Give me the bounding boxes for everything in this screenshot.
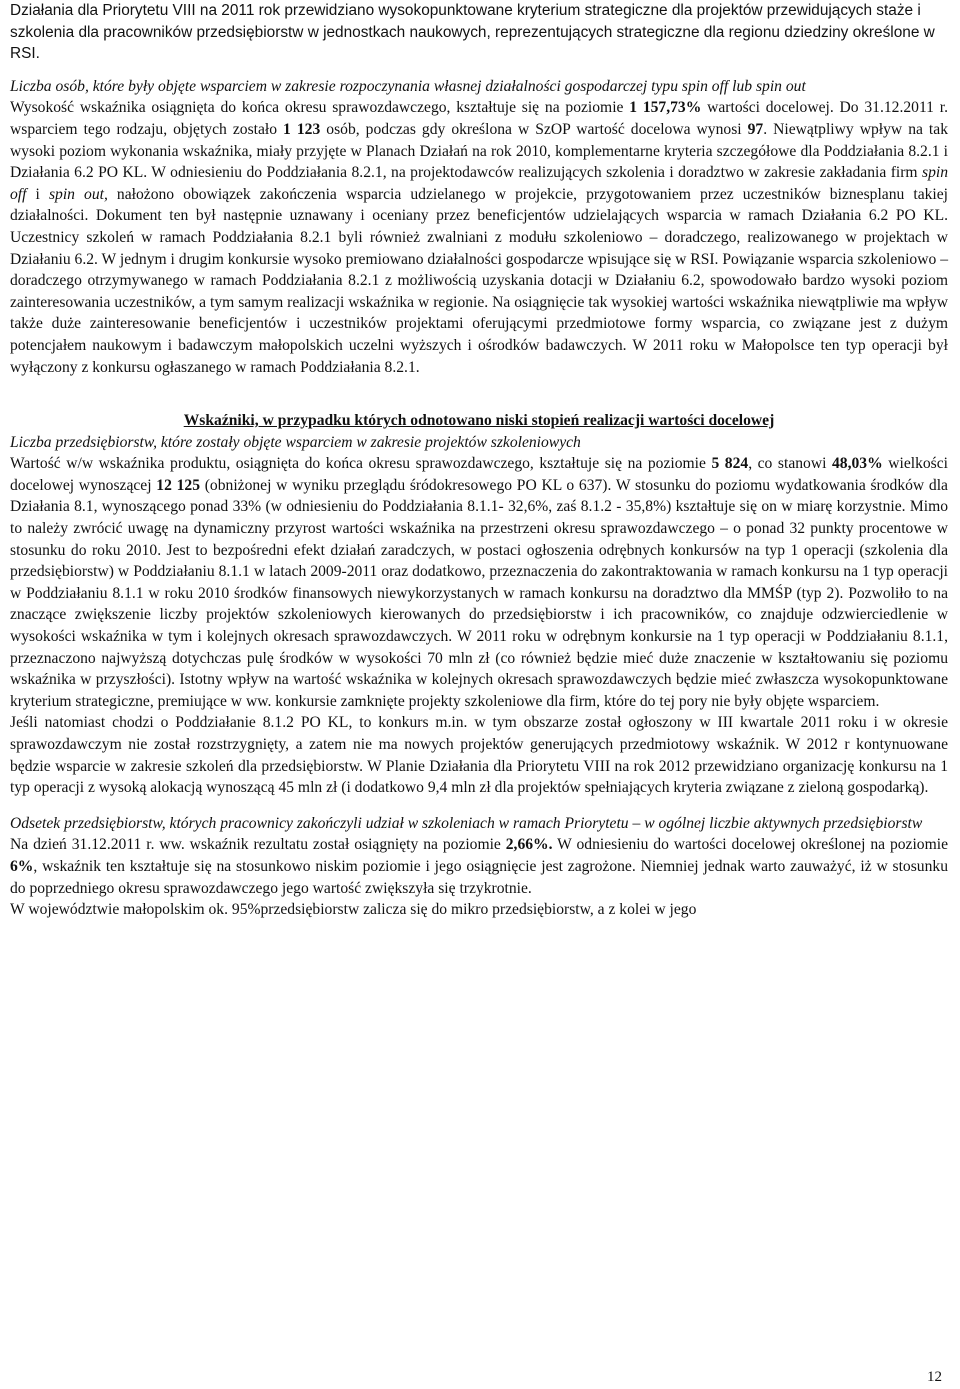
section-2-heading: Wskaźniki, w przypadku których odnotowano niski stopień realizacji wartości docelowej — [183, 412, 775, 430]
indicator-1-title: Liczba osób, które były objęte wsparciem w zakresie rozpoczynania własnej działalności gospodarczej typu spin off lub spin out — [10, 77, 806, 95]
indicator-3-title: Odsetek przedsiębiorstw, których pracownicy zakończyli udział w szkoleniach w ramach Priorytetu – w ogólnej liczbie aktywnych przedsiębiorstw — [10, 814, 923, 832]
indicator-2-paragraph: Wartość w/w wskaźnika produktu, osiągnięta do końca okresu sprawozdawczego, kształtuje się na poziomie 5 824, co stanowi 48,03% wielkości docelowej wynoszącej 12 125 (obniżonej w wyniku przeglądu śródokresowego PO KL o 637). W stosunku do poziomu wydatkowania środków dla Działania 8.1, wynoszącego ponad 33% (w odniesieniu do Poddziałania 8.1.1- 32,6%, zaś 8.1.2 - 35,8%) kształtuje się on w miarę korzystnie. Mimo to należy zwrócić uwagę na dynamiczny przyrost wartości wskaźnika na przestrzeni okresu sprawozdawczego – o ponad 32 punkty procentowe w stosunku do roku 2010. Jest to bezpośredni efekt działań zaradczych, w postaci ogłoszenia odrębnych konkursów na typ 1 operacji (szkolenia dla przedsiębiorstw) w Poddziałaniu 8.1.1 w latach 2009-2011 oraz dodatkowo, przeznaczenia do zakontraktowania w ramach konkursu na 1 typ operacji w Poddziałaniu 8.1.1 w roku 2010 środków finansowych niewykorzystanych w ramach konkursu na doradztwo dla MMŚP (typ 2). Pozwoliło to na znaczące zwiększenie liczby projektów szkoleniowych kierowanych do przedsiębiorstw i ich pracowników, co znajduje odzwierciedlenie w wysokości wskaźnika w tym i kolejnych okresach sprawozdawczych. W 2011 roku w odrębnym konkursie na 1 typ operacji w Poddziałaniu 8.1.1, przeznaczono najwyższą dotychczas pulę środków w wysokości 70 mln zł (co również będzie mieć duże znaczenie w kształtowaniu się poziomu wskaźnika w przyszłości). Istotny wpływ na wartość wskaźnika w kolejnych okresach sprawozdawczych będzie mieć zwłaszcza wysokopunktowane kryterium strategiczne, premiujące w ww. konkursie zamknięte projekty szkoleniowe dla firm, które do tej pory nie były objęte wsparciem. — [10, 455, 948, 710]
indicator-2-title: Liczba przedsiębiorstw, które zostały objęte wsparciem w zakresie projektów szkoleniowych — [10, 433, 581, 451]
intro-paragraph: Działania dla Priorytetu VIII na 2011 rok przewidziano wysokopunktowane kryterium strategiczne dla projektów przewidujących staże i szkolenia dla pracowników przedsiębiorstw w jednostkach naukowych, reprezentujących strategiczne dla regionu dziedziny określone w RSI. — [10, 2, 935, 63]
indicator-3-paragraph-2: W województwie małopolskim ok. 95%przedsiębiorstw zalicza się do mikro przedsiębiorstw, a z kolei w jego — [10, 901, 697, 919]
document-page — [10, 0, 948, 921]
indicator-2-paragraph-2: Jeśli natomiast chodzi o Poddziałanie 8.1.2 PO KL, to konkurs m.in. w tym obszarze został ogłoszony w III kwartale 2011 roku i w okresie sprawozdawczym nie został rozstrzygnięty, a zatem nie ma nowych projektów generujących przedmiotowy wskaźnik. W 2012 r kontynuowane będzie wsparcie w zakresie szkoleń dla przedsiębiorstw. W Planie Działania dla Priorytetu VIII na rok 2012 przewidziano organizację konkursu na 1 typ operacji z wysoką alokacją wynoszącą 45 mln zł (i dodatkowo 9,4 mln zł dla projektów spełniających kryteria związane z zieloną gospodarką). — [10, 714, 948, 797]
indicator-3-paragraph: Na dzień 31.12.2011 r. ww. wskaźnik rezultatu został osiągnięty na poziomie 2,66%. W odniesieniu do wartości docelowej określonej na poziomie 6%, wskaźnik ten kształtuje się na stosunkowo niskim poziomie i jego osiągnięcie jest zagrożone. Niemniej jednak warto zauważyć, iż w stosunku do poprzedniego okresu sprawozdawczego jego wartość zwiększyła się trzykrotnie. — [10, 836, 948, 897]
page-number: 12 — [927, 1369, 942, 1385]
indicator-1-paragraph: Wysokość wskaźnika osiągnięta do końca okresu sprawozdawczego, kształtuje się na poziomie 1 157,73% wartości docelowej. Do 31.12.2011 r. wsparciem tego rodzaju, objętych zostało 1 123 osób, podczas gdy określona w SzOP wartość docelowa wynosi 97. Niewątpliwy wpływ na tak wysoki poziom wykonania wskaźnika, miały przyjęte w Planach Działań na rok 2010, komplementarne kryteria szczegółowe dla Poddziałania 8.2.1 i Działania 6.2 PO KL. W odniesieniu do Poddziałania 8.2.1, na projektodawców realizujących szkolenia i doradztwo w zakresie zakładania firm spin off i spin out, nałożono obowiązek zakończenia wsparcia udzielanego w projekcie, przygotowaniem przez uczestników biznesplanu takiej działalności. Dokument ten był następnie uznawany i oceniany przez beneficjentów udzielających wsparcia w ramach Działania 6.2 PO KL. Uczestnicy szkoleń w ramach Poddziałania 8.2.1 byli również zwalniani z modułu szkoleniowo – doradczego, realizowanego w projektach w Działaniu 6.2. W jednym i drugim konkursie wysoko premiowano działalności gospodarcze wpisujące się w RSI. Powiązanie wsparcia szkoleniowo – doradczego otrzymywanego w ramach Poddziałania 8.2.1 z możliwością uzyskania dotacji w Działaniu 6.2, spowodowało bardzo wysoki poziom zainteresowania uczestników, a tym samym realizacji wskaźnika w regionie. Na osiągnięcie tak wysokiej wartości wskaźnika niewątpliwie ma wpływ także duże zainteresowanie beneficjentów i uczestników projektami oferującymi przedmiotowe formy wsparcia, co związane jest z dużym potencjałem naukowym i badawczym małopolskich uczelni wyższych i ośrodków badawczych. W 2011 roku w Małopolsce ten typ operacji był wyłączony z konkursu ogłaszanego w ramach Poddziałania 8.2.1. — [10, 99, 949, 376]
